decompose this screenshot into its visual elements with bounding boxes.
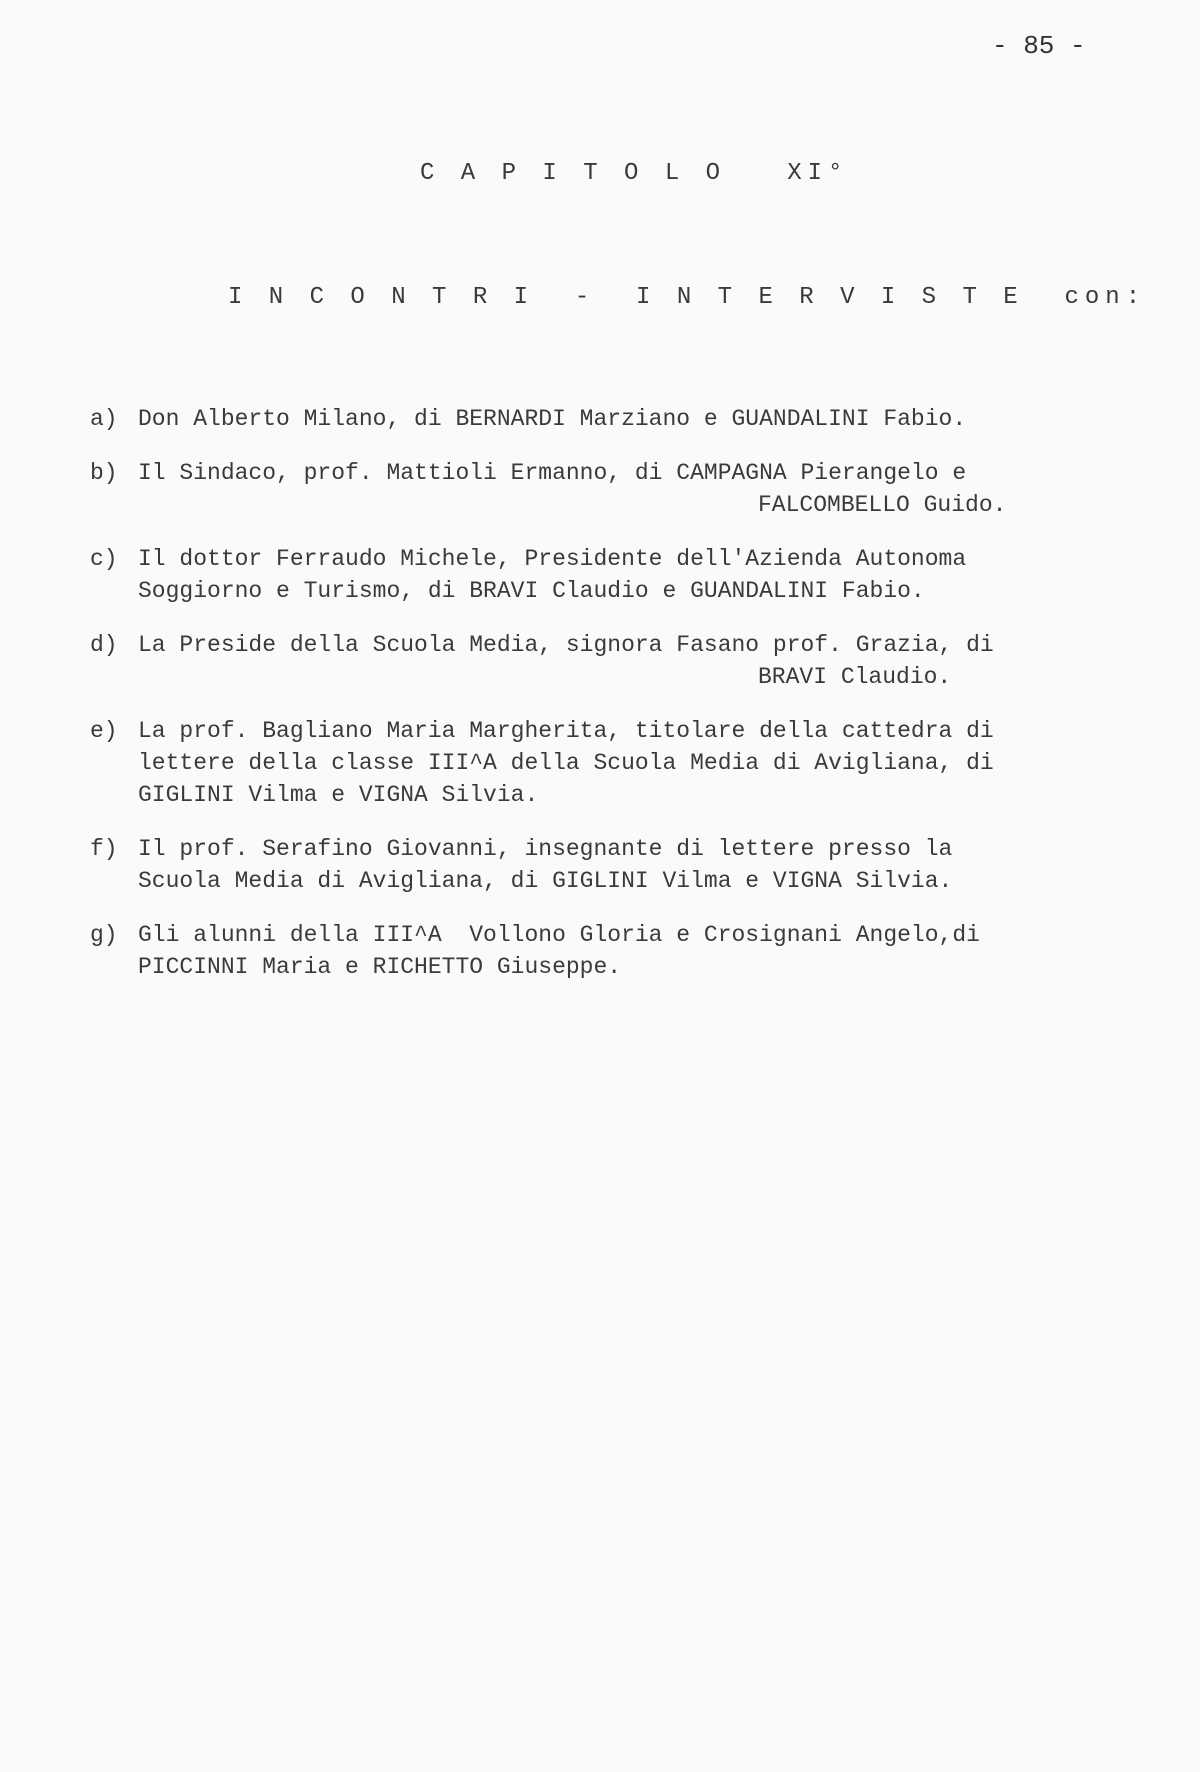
list-item-text: Il Sindaco, prof. Mattioli Ermanno, di CAMPAGNA Pierangelo e — [138, 460, 967, 486]
list-item — [90, 629, 1120, 693]
list-item-text: La prof. Bagliano Maria Margherita, titolare della cattedra di — [138, 718, 994, 744]
list-item-label: a) — [90, 406, 118, 432]
list-item-label: g) — [90, 922, 118, 948]
list-item-text: BRAVI Claudio. — [758, 664, 952, 690]
section-title: I N C O N T R I - I N T E R V I S T E con: — [228, 284, 1147, 311]
list-item-text: Il dottor Ferraudo Michele, Presidente dell'Azienda Autonoma — [138, 546, 967, 572]
list-item-label: f) — [90, 836, 118, 862]
list-item — [90, 833, 1120, 897]
list-item — [90, 403, 1120, 435]
list-item-text: Soggiorno e Turismo, di BRAVI Claudio e GUANDALINI Fabio. — [138, 578, 925, 604]
list-item-text: lettere della classe III^A della Scuola Media di Avigliana, di — [138, 750, 994, 776]
list-item-label: c) — [90, 546, 118, 572]
list-item-text: La Preside della Scuola Media, signora Fasano prof. Grazia, di — [138, 632, 994, 658]
list-item-text: FALCOMBELLO Guido. — [758, 492, 1007, 518]
list-item-text: Don Alberto Milano, di BERNARDI Marziano e GUANDALINI Fabio. — [138, 406, 967, 432]
list-item-text: Scuola Media di Avigliana, di GIGLINI Vilma e VIGNA Silvia. — [138, 868, 953, 894]
list-item — [90, 457, 1120, 521]
list-item — [90, 919, 1120, 983]
page-number: - 85 - — [992, 31, 1086, 61]
chapter-title: C A P I T O L O XI° — [420, 160, 849, 187]
list-item — [90, 715, 1120, 811]
interview-list — [90, 403, 1120, 1007]
list-item-label: e) — [90, 718, 118, 744]
list-item-text: GIGLINI Vilma e VIGNA Silvia. — [138, 782, 539, 808]
list-item-text: Gli alunni della III^A Vollono Gloria e Crosignani Angelo,di — [138, 922, 980, 948]
list-item-text: Il prof. Serafino Giovanni, insegnante di lettere presso la — [138, 836, 953, 862]
list-item-label: d) — [90, 632, 118, 658]
list-item — [90, 543, 1120, 607]
list-item-text: PICCINNI Maria e RICHETTO Giuseppe. — [138, 954, 622, 980]
list-item-label: b) — [90, 460, 118, 486]
